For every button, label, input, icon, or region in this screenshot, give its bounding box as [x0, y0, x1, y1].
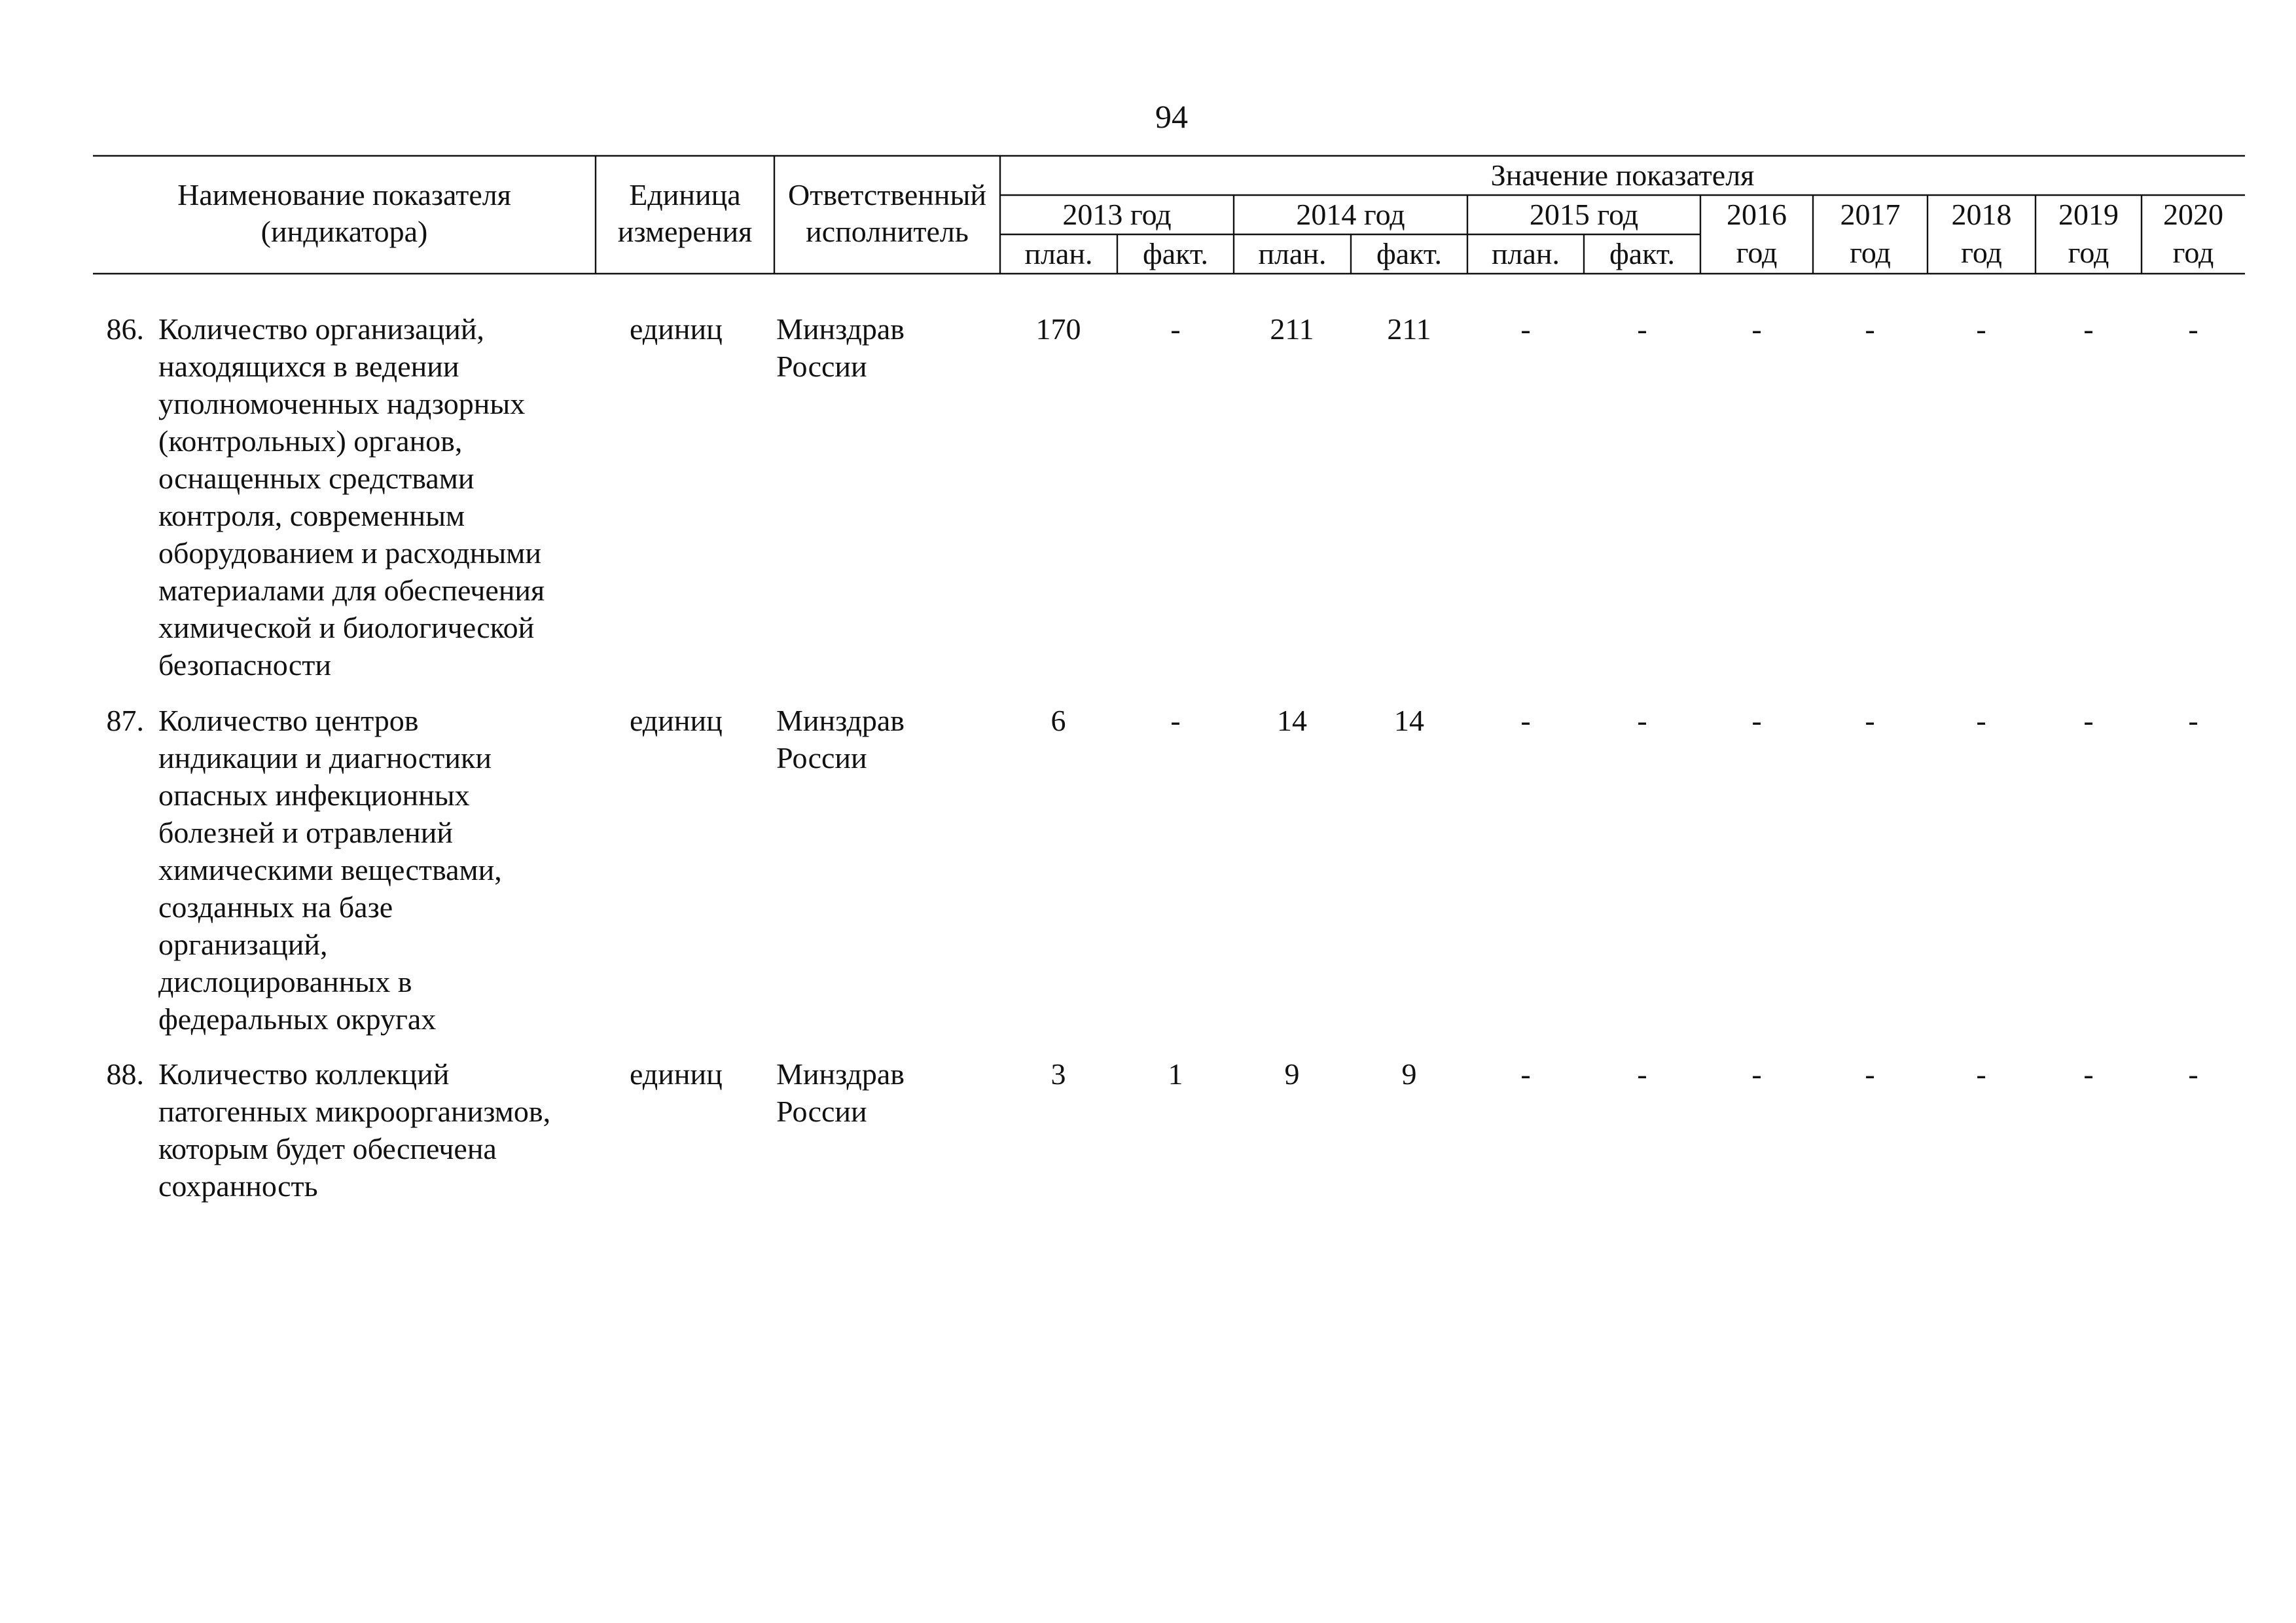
value-cell: -: [2083, 312, 2094, 346]
value-cell: 6: [1050, 704, 1066, 737]
indicator-name-line: материалами для обеспечения: [158, 574, 545, 607]
header-name-line2: (индикатора): [260, 215, 428, 248]
header-name-line1: Наименование показателя: [177, 178, 511, 211]
value-cell: 14: [1394, 704, 1424, 737]
responsible-cell-line: России: [776, 741, 867, 775]
indicator-name-line: Количество коллекций: [158, 1057, 450, 1091]
indicator-name-line: Количество организаций,: [158, 312, 484, 346]
header-unit-line2: измерения: [617, 215, 753, 248]
responsible-cell-line: Минздрав: [776, 1057, 905, 1091]
indicator-name-line: химической и биологической: [158, 611, 535, 644]
value-cell: -: [2188, 704, 2198, 737]
indicator-name-line: индикации и диагностики: [158, 741, 492, 775]
value-cell: -: [1520, 704, 1531, 737]
value-cell: 211: [1387, 312, 1431, 346]
header-plan-2014: план.: [1258, 237, 1327, 270]
value-cell: -: [1751, 312, 1762, 346]
header-year-2013: 2013 год: [1062, 198, 1172, 231]
indicator-name-line: патогенных микроорганизмов,: [158, 1095, 551, 1128]
responsible-cell-line: Минздрав: [776, 704, 905, 737]
value-cell: -: [2083, 704, 2094, 737]
header-year-2018: 2018: [1951, 198, 2012, 231]
value-cell: -: [1976, 312, 1986, 346]
header-god-2018: год: [1961, 236, 2002, 269]
responsible-cell-line: Минздрав: [776, 312, 905, 346]
value-cell: 170: [1035, 312, 1081, 346]
indicator-name-line: Количество центров: [158, 704, 419, 737]
value-cell: -: [1865, 704, 1875, 737]
header-year-2014: 2014 год: [1296, 198, 1405, 231]
indicator-name-line: контроля, современным: [158, 499, 465, 532]
indicator-name-line: оборудованием и расходными: [158, 536, 542, 570]
header-year-2019: 2019: [2058, 198, 2119, 231]
indicator-name-line: болезней и отравлений: [158, 816, 453, 849]
header-god-2017: год: [1850, 236, 1891, 269]
header-god-2016: год: [1736, 236, 1778, 269]
indicator-name-line: (контрольных) органов,: [158, 424, 463, 458]
value-cell: -: [1751, 1057, 1762, 1091]
header-plan-2013: план.: [1024, 237, 1093, 270]
indicator-name-line: организаций,: [158, 928, 328, 961]
indicator-name-line: которым будет обеспечена: [158, 1132, 497, 1165]
header-year-2016: 2016: [1727, 198, 1787, 231]
row-number: 87.: [106, 704, 144, 737]
value-cell: -: [2083, 1057, 2094, 1091]
header-fact-2015: факт.: [1609, 237, 1676, 270]
value-cell: -: [2188, 312, 2198, 346]
value-cell: -: [1751, 704, 1762, 737]
header-responsible-line2: исполнитель: [806, 215, 969, 248]
value-cell: 3: [1050, 1057, 1066, 1091]
value-cell: -: [1637, 312, 1647, 346]
value-cell: 9: [1284, 1057, 1300, 1091]
header-plan-2015: план.: [1491, 237, 1560, 270]
indicator-name-line: уполномоченных надзорных: [158, 387, 526, 420]
value-cell: -: [1520, 1057, 1531, 1091]
value-cell: -: [1170, 312, 1181, 346]
header-value-group: Значение показателя: [1490, 158, 1755, 192]
header-responsible-line1: Ответственный: [788, 178, 986, 211]
indicator-name-line: федеральных округах: [158, 1002, 437, 1036]
indicator-name-line: созданных на базе: [158, 890, 393, 924]
header-fact-2014: факт.: [1376, 237, 1443, 270]
responsible-cell-line: России: [776, 350, 867, 383]
unit-cell: единиц: [630, 1057, 723, 1091]
page-number: 94: [1155, 98, 1188, 135]
value-cell: -: [1637, 1057, 1647, 1091]
row-number: 88.: [106, 1057, 144, 1091]
value-cell: -: [1637, 704, 1647, 737]
header-fact-2013: факт.: [1142, 237, 1209, 270]
value-cell: -: [1976, 704, 1986, 737]
value-cell: -: [1976, 1057, 1986, 1091]
indicator-name-line: дислоцированных в: [158, 965, 412, 998]
unit-cell: единиц: [630, 704, 723, 737]
value-cell: -: [2188, 1057, 2198, 1091]
value-cell: -: [1170, 704, 1181, 737]
value-cell: 1: [1168, 1057, 1183, 1091]
value-cell: -: [1520, 312, 1531, 346]
header-year-2017: 2017: [1840, 198, 1901, 231]
header-unit-line1: Единица: [629, 178, 741, 211]
indicator-name-line: оснащенных средствами: [158, 462, 475, 495]
value-cell: 211: [1270, 312, 1314, 346]
indicator-name-line: находящихся в ведении: [158, 350, 459, 383]
value-cell: -: [1865, 312, 1875, 346]
indicator-name-line: сохранность: [158, 1169, 318, 1203]
responsible-cell-line: России: [776, 1095, 867, 1128]
header-year-2020: 2020: [2163, 198, 2223, 231]
value-cell: -: [1865, 1057, 1875, 1091]
row-number: 86.: [106, 312, 144, 346]
indicator-name-line: химическими веществами,: [158, 853, 502, 886]
indicator-name-line: опасных инфекционных: [158, 778, 470, 812]
value-cell: 9: [1401, 1057, 1417, 1091]
unit-cell: единиц: [630, 312, 723, 346]
indicator-name-line: безопасности: [158, 648, 332, 682]
header-year-2015: 2015 год: [1529, 198, 1639, 231]
header-god-2020: год: [2172, 236, 2214, 269]
value-cell: 14: [1277, 704, 1307, 737]
header-god-2019: год: [2068, 236, 2109, 269]
